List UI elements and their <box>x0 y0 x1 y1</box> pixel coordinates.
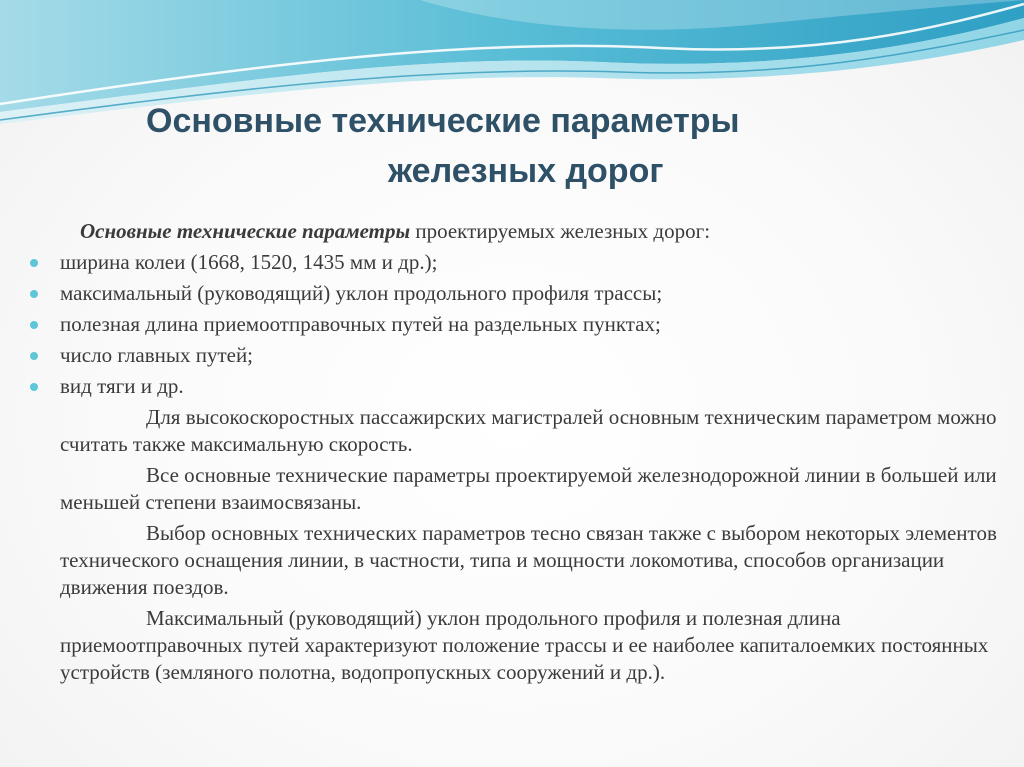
paragraph: Все основные технические параметры проектируемой железнодорожной линии в большей или меньшей степени взаимосвязаны. <box>60 463 997 514</box>
list-item-text: максимальный (руководящий) уклон продольного профиля трассы; <box>60 281 663 305</box>
list-item <box>28 342 998 369</box>
lead-emphasis: Основные технические параметры <box>80 219 411 243</box>
bullet-icon <box>30 259 38 267</box>
list-item <box>28 280 998 307</box>
list-item-text: вид тяги и др. <box>60 374 184 398</box>
lead-rest: проектируемых железных дорог: <box>410 219 711 243</box>
list-item <box>28 373 998 400</box>
list-item <box>28 311 998 338</box>
bullet-icon <box>30 290 38 298</box>
slide-body <box>28 218 998 690</box>
parameter-list <box>28 249 998 400</box>
paragraph: Выбор основных технических параметров тесно связан также с выбором некоторых элементов технического оснащения линии, в частности, типа и мощности локомотива, способов организации движения поездов. <box>60 521 997 599</box>
list-item-text: число главных путей; <box>60 343 254 367</box>
bullet-icon <box>30 352 38 360</box>
paragraph: Максимальный (руководящий) уклон продольного профиля и полезная длина приемоотправочных путей характеризуют положение трассы и ее наиболее капиталоемких постоянных устройств (земляного полотна, водопропускных сооружений и др.). <box>60 606 989 684</box>
paragraph: Для высокоскоростных пассажирских магистралей основным техническим параметром можно считать также максимальную скорость. <box>60 405 997 456</box>
list-item-text: ширина колеи (1668, 1520, 1435 мм и др.); <box>60 250 438 274</box>
lead-sentence <box>28 218 998 245</box>
title-line-2: железных дорог <box>388 152 664 190</box>
slide-title <box>0 96 1024 196</box>
bullet-icon <box>30 321 38 329</box>
list-item-text: полезная длина приемоотправочных путей на раздельных пунктах; <box>60 312 661 336</box>
bullet-icon <box>30 383 38 391</box>
title-line-1: Основные технические параметры <box>146 102 740 140</box>
list-item <box>28 249 998 276</box>
